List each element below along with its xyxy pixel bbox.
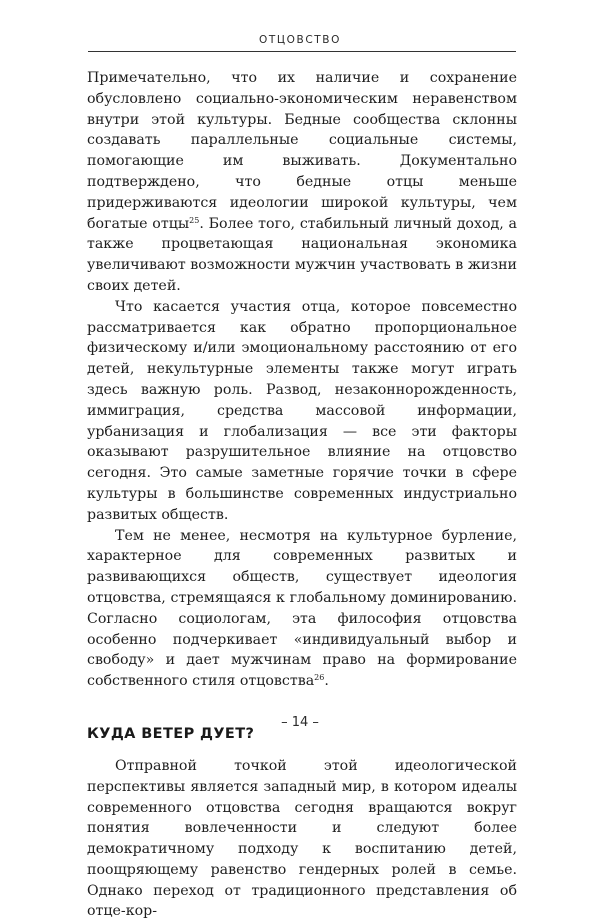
footnote-ref-25[interactable]: 25: [189, 215, 200, 225]
page-number: – 14 –: [281, 715, 319, 730]
paragraph-3-tail: .: [324, 673, 329, 690]
paragraph-3: [87, 526, 517, 692]
paragraph-2-text: Что касается участия отца, которое повсеместно рассматривается как обратно пропорциональное физическому и/или эмоциональному расстоянию от его детей, некультурные элементы также могут играть здесь важную роль. Развод, незаконнорожденность, иммиграция, средства массовой информации, урбанизация и глобализация — все эти факторы оказывают разрушительное влияние на отцовство сегодня. Это самые заметные горячие точки в сфере культуры в большинстве современных индустриально развитых обществ.: [87, 298, 517, 523]
body-text: [87, 68, 517, 922]
header-rule: [88, 51, 516, 52]
footnote-ref-26[interactable]: 26: [314, 673, 325, 683]
running-head: ОТЦОВСТВО: [259, 34, 341, 46]
paragraph-4-text: Отправной точкой этой идеологической перспективы является западный мир, в котором идеалы современного отцовства сегодня вращаются вокруг понятия вовлеченности и следуют более демократичному подходу к воспитанию детей, поощряющему равенство гендерных ролей в семье. Однако переход от традиционного представления об отце-кор-: [87, 757, 517, 920]
paragraph-1-text: Примечательно, что их наличие и сохранение обусловлено социально-экономическим неравенством внутри этой культуры. Бедные сообщества склонны создавать параллельные социальные системы, помогающие им выживать. Документально подтверждено, что бедные отцы меньше придерживаются идеологии широкой культуры, чем богатые отцы: [87, 70, 517, 232]
paragraph-1-tail: . Более того, стабильный личный доход, а также процветающая национальная экономика увеличивают возможности мужчин участвовать в жизни своих детей.: [87, 215, 518, 294]
paragraph-2: [87, 297, 517, 526]
paragraph-4: [87, 756, 517, 922]
paragraph-3-text: Тем не менее, несмотря на культурное бурление, характерное для современных развитых и развивающихся обществ, существует идеология отцовства, стремящаяся к глобальному доминированию. Согласно социологам, эта философия отцовства особенно подчеркивает «индивидуальный выбор и свободу» и дает мужчинам право на формирование собственного стиля отцовства: [87, 527, 517, 690]
paragraph-1: [87, 68, 517, 297]
section-heading: КУДА ВЕТЕР ДУЕТ?: [87, 725, 255, 742]
